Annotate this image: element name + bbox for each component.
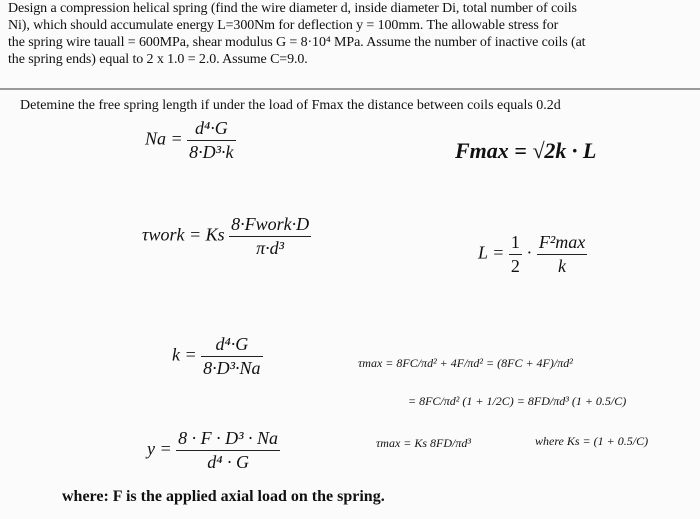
footer-note: where: F is the applied axial load on the spring. bbox=[62, 488, 385, 505]
twork-formula bbox=[142, 214, 311, 259]
twork-lhs: τwork = Ks bbox=[142, 224, 225, 245]
fmax-formula bbox=[455, 138, 596, 164]
k-formula bbox=[172, 334, 263, 379]
k-numerator: d⁴·G bbox=[215, 334, 249, 354]
tmax-line-1: τmax = 8FC/πd² + 4F/πd² = (8FC + 4F)/πd² bbox=[358, 356, 573, 370]
problem-statement bbox=[8, 0, 694, 68]
na-lhs: Na = bbox=[145, 128, 183, 149]
ks-definition: where Ks = (1 + 0.5/C) bbox=[535, 434, 649, 448]
divider bbox=[0, 88, 700, 90]
L-formula: L = $\frac{1}{2}$ · $\frac{\text{F²max}}{k}$ bbox=[478, 232, 586, 276]
y-denominator: d⁴ · G bbox=[207, 452, 249, 472]
L-f-den: k bbox=[558, 256, 567, 276]
problem-line-3: the spring wire tauall = 600MPa, shear modulus G = 8·10⁴ MPa. Assume the number of inactive coils (at bbox=[8, 35, 586, 50]
y-numerator: 8 · F · D³ · Na bbox=[178, 428, 279, 448]
na-formula bbox=[145, 118, 236, 163]
L-f-num: F²max bbox=[538, 232, 586, 252]
twork-denominator: π·d³ bbox=[256, 238, 285, 258]
problem-line-1: Design a compression helical spring (find the wire diameter d, inside diameter Di, total number of coils bbox=[8, 1, 577, 16]
na-denominator: 8·D³·k bbox=[189, 142, 234, 162]
fmax-rhs: = √2k · L bbox=[514, 138, 597, 163]
L-half-num: 1 bbox=[510, 232, 520, 252]
question-text: Detemine the free spring length if under the load of Fmax the distance between coils equals 0.2d bbox=[20, 98, 561, 113]
tmax-line-2: = 8FC/πd² (1 + 1/2C) = 8FD/πd³ (1 + 0.5/C) bbox=[408, 394, 627, 408]
y-formula bbox=[147, 428, 280, 473]
k-denominator: 8·D³·Na bbox=[203, 358, 261, 378]
na-numerator: d⁴·G bbox=[194, 118, 228, 138]
problem-line-2: Ni), which should accumulate energy L=300Nm for deflection y = 100mm. The allowable stress for bbox=[8, 18, 559, 33]
L-lhs: L = bbox=[478, 242, 505, 263]
tmax-line-3: τmax = Ks 8FD/πd³ bbox=[376, 436, 471, 450]
twork-numerator: 8·Fwork·D bbox=[231, 214, 310, 234]
k-lhs: k = bbox=[172, 344, 197, 365]
L-half-den: 2 bbox=[510, 256, 520, 276]
fmax-lhs: Fmax bbox=[455, 138, 509, 163]
y-lhs: y = bbox=[147, 438, 172, 459]
problem-line-4: the spring ends) equal to 2 x 1.0 = 2.0. Assume C=9.0. bbox=[8, 52, 308, 67]
